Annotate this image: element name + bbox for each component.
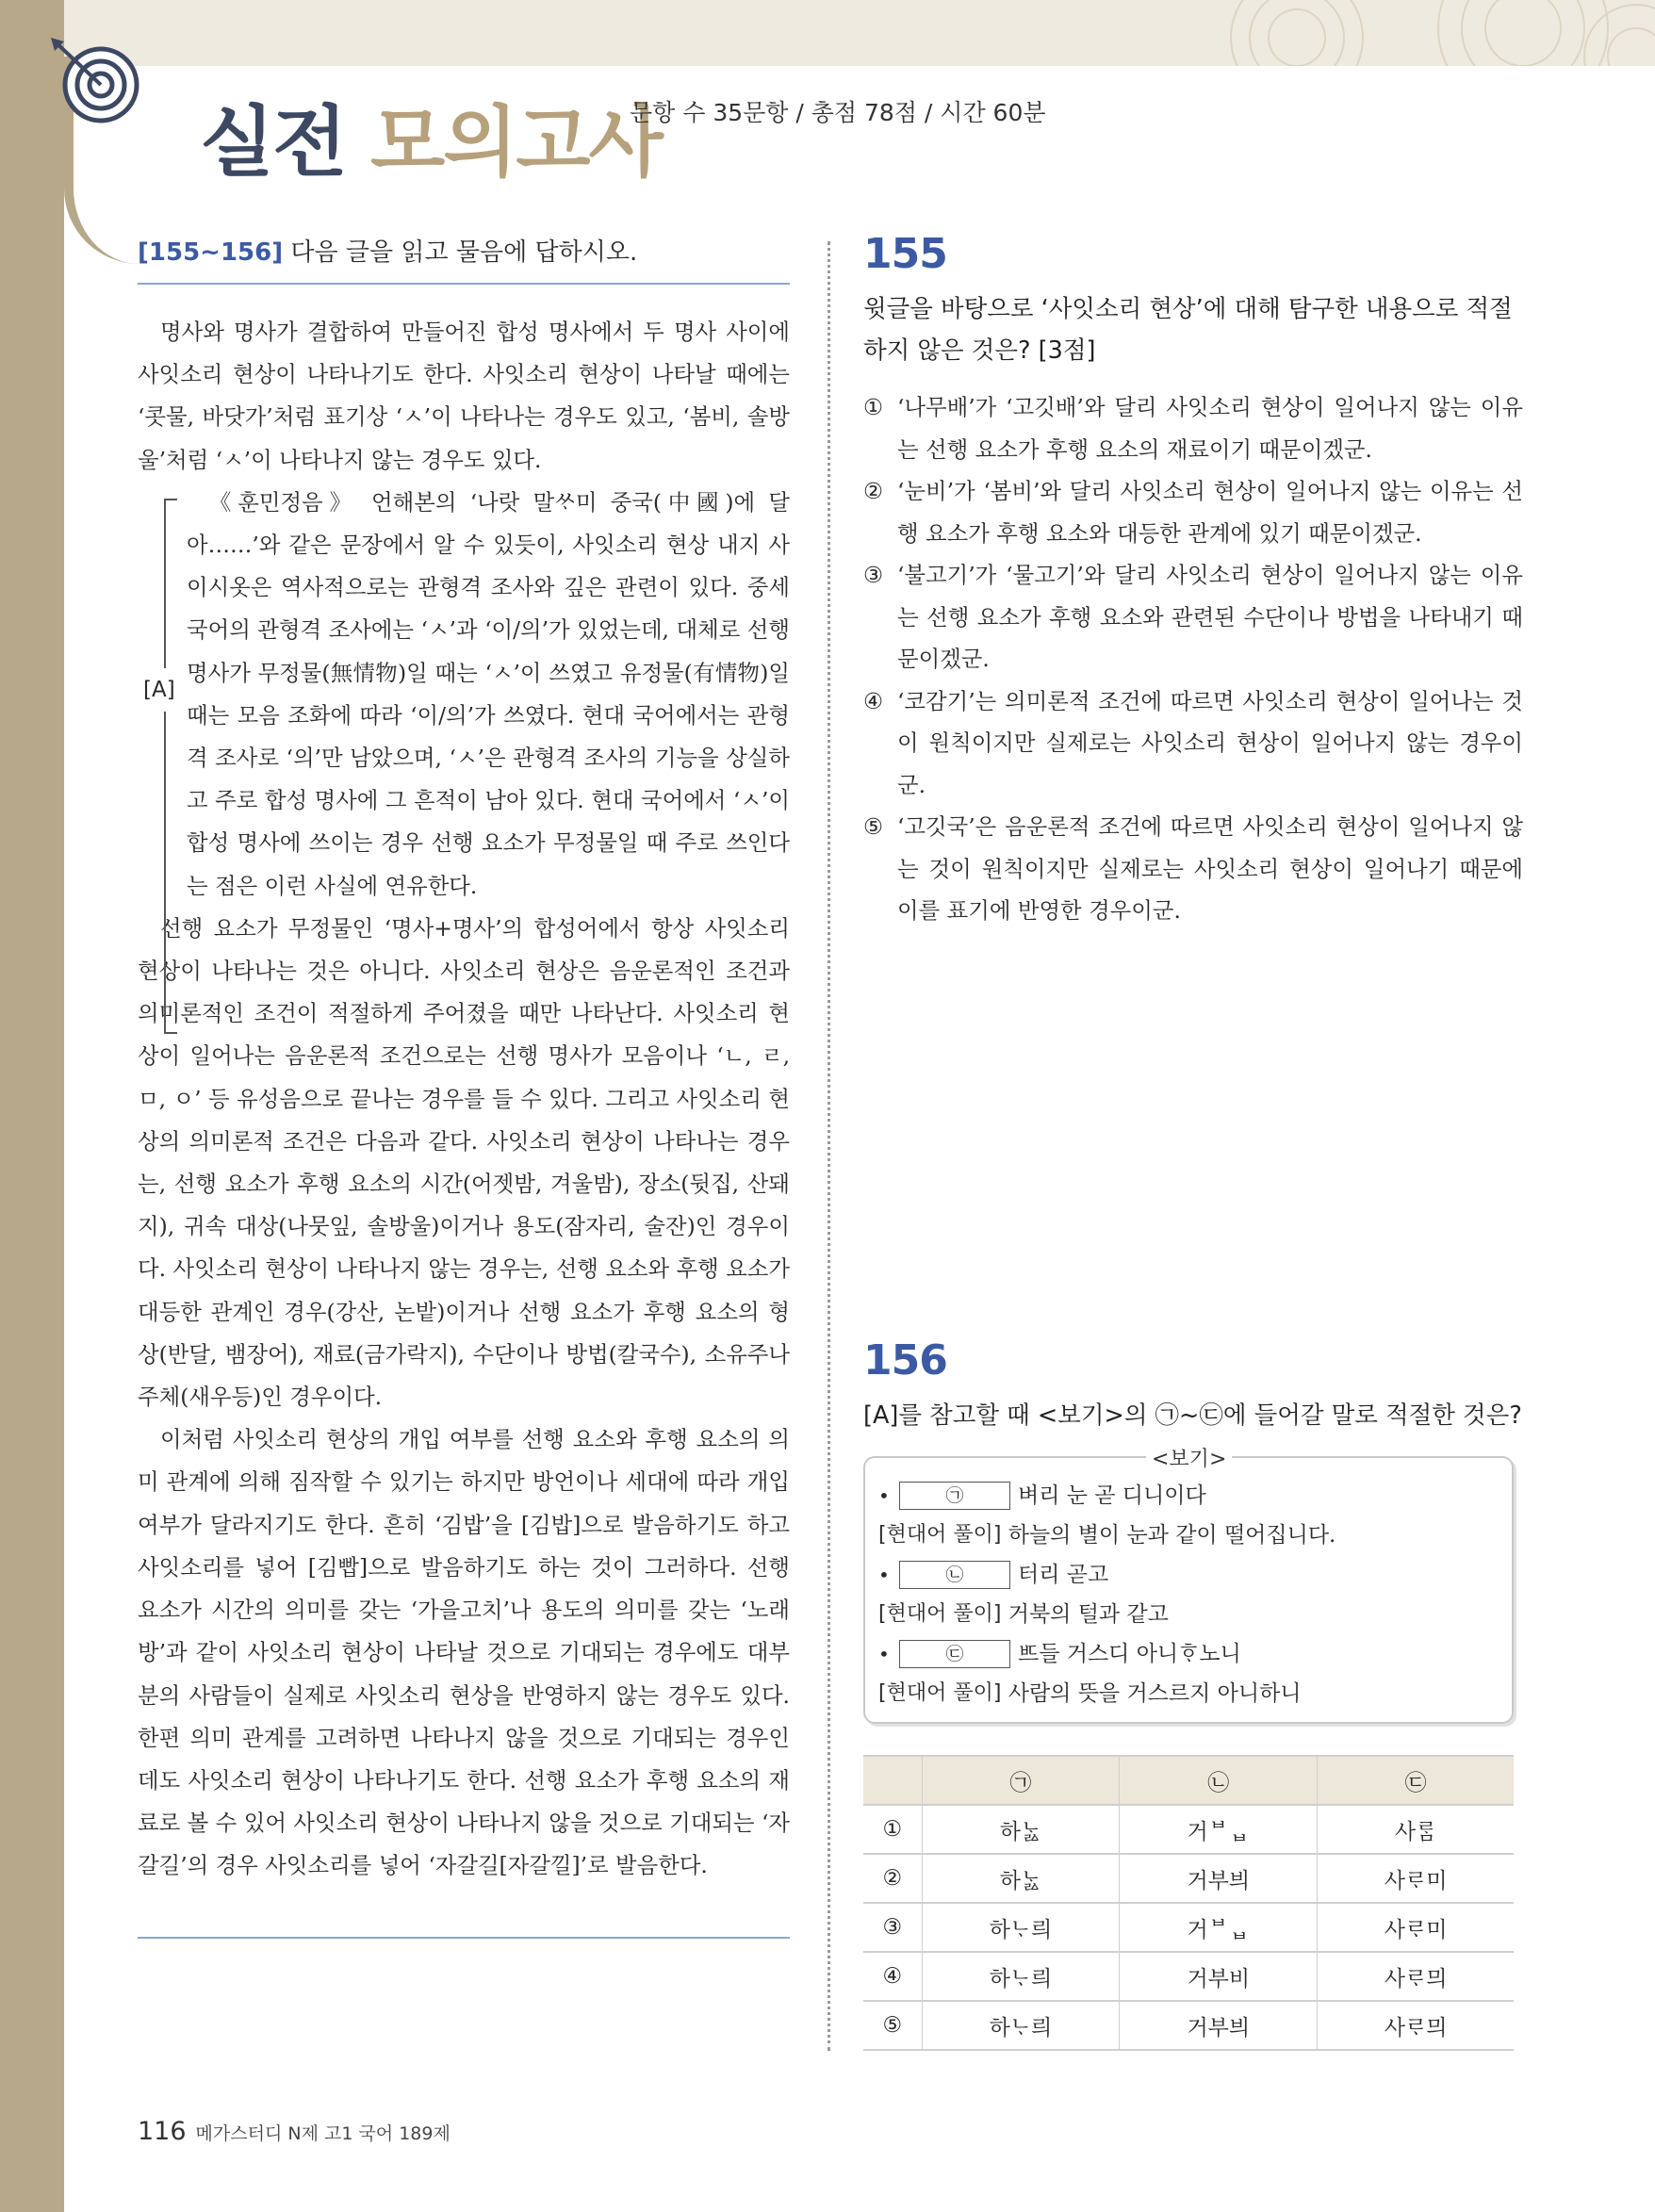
table-row[interactable] [863, 1805, 1514, 1854]
question-number-155: 155 [863, 230, 947, 278]
table-cell: 하ᄂᆞ릐 [922, 1952, 1120, 2001]
table-cell: 거부븨 [1120, 2001, 1318, 2050]
table-cell: 거ᄇᆸ [1120, 1805, 1318, 1854]
gloss-text: 사람의 뜻을 거스르지 아니하니 [1008, 1681, 1302, 1706]
bogi-gloss-3 [878, 1674, 1500, 1713]
table-row[interactable] [863, 2001, 1514, 2050]
bullet-icon: • [878, 1564, 890, 1586]
bogi-old-text: 터리 곧고 [1018, 1563, 1109, 1587]
gloss-tag: [현대어 풀이] [878, 1602, 1002, 1626]
option-number: ③ [863, 562, 883, 588]
bullet-icon: • [878, 1484, 890, 1507]
table-cell: 사ᄅᆞ믜 [1318, 2001, 1514, 2050]
table-cell: ① [863, 1805, 922, 1854]
option-text: ‘불고기’가 ‘물고기’와 달리 사잇소리 현상이 일어나지 않는 이유는 선행 요소가 후행 요소와 관련된 수단이나 방법을 나타내기 때문이겠군. [897, 562, 1523, 672]
table-cell: 사ᄅᆞᆷ [1318, 1805, 1514, 1854]
bogi-item-2 [878, 1555, 1500, 1595]
bracket-a-label: [A] [143, 668, 175, 712]
question-155-options [863, 386, 1523, 932]
table-cell: 하ᄂᆞ릐 [922, 1903, 1120, 1952]
passage-paragraph-1: 명사와 명사가 결합하여 만들어진 합성 명사에서 두 명사 사이에 사잇소리 현상이 나타나기도 한다. 사잇소리 현상이 나타날 때에는 ‘콧물, 바닷가’처럼 표기상 ‘ㅅ’이 나타나는 경우도 있고, ‘봄비, 솔방울’처럼 ‘ㅅ’이 나타나지 않는 경우도 있다. [138, 319, 790, 473]
bogi-content [878, 1476, 1500, 1713]
blank-box: ㉢ [899, 1640, 1010, 1668]
table-cell: 거ᄇᆸ [1120, 1903, 1318, 1952]
question-range: [155~156] [138, 238, 284, 267]
bracket-a-block [138, 482, 790, 908]
option-number: ④ [863, 687, 883, 714]
question-number-156: 156 [863, 1336, 947, 1385]
option-text: ‘고깃국’은 음운론적 조건에 따르면 사잇소리 현상이 일어나지 않는 것이 원칙이지만 실제로는 사잇소리 현상이 일어나기 때문에 이를 표기에 반영한 경우이군. [897, 813, 1523, 924]
bogi-item-1 [878, 1476, 1500, 1516]
table-header-row [863, 1756, 1514, 1805]
target-icon [49, 36, 143, 130]
option-number: ① [863, 394, 883, 420]
table-cell: 사ᄅᆞ미 [1318, 1903, 1514, 1952]
passage-bottom-rule [138, 1937, 790, 1939]
answer-table [863, 1755, 1514, 2051]
question-stem-155: 윗글을 바탕으로 ‘사잇소리 현상’에 대해 탐구한 내용으로 적절하지 않은 것은? [3점] [863, 295, 1513, 365]
gloss-tag: [현대어 풀이] [878, 1523, 1002, 1547]
table-cell: ③ [863, 1903, 922, 1952]
footer [138, 2117, 451, 2146]
bracket-a-line [164, 499, 177, 1034]
table-header: ㉢ [1318, 1756, 1514, 1805]
blank-box: ㉡ [899, 1561, 1010, 1589]
blank-box: ㉠ [899, 1482, 1010, 1510]
passage-heading [138, 233, 790, 268]
passage-paragraph-3: 이처럼 사잇소리 현상의 개입 여부를 선행 요소와 후행 요소의 의미 관계에 의해 짐작할 수 있기는 하지만 방언이나 세대에 따라 개입 여부가 달라지기도 한다. 흔히 ‘김밥’을 [김밥]으로 발음하기도 하고 사잇소리를 넣어 [김빱]으로 발음하기도 하는 것이 그러하다. 선행 요소가 시간의 의미를 갖는 ‘가을고치’나 용도의 의미를 갖는 ‘노래방’과 같이 사잇소리 현상이 나타날 것으로 기대되는 경우에도 대부분의 사람들이 실제로 사잇소리 현상을 반영하지 않는 경우도 있다. 한편 의미 관계를 고려하면 나타나지 않을 것으로 기대되는 경우인데도 사잇소리 현상이 나타나기도 한다. 선행 요소가 후행 요소의 재료로 볼 수 있어 사잇소리 현상이 나타나지 않을 것으로 기대되는 ‘자갈길’의 경우 사잇소리를 넣어 ‘자갈길[자갈낄]’로 발음한다. [138, 1426, 790, 1879]
title-part2: 모의고사 [370, 98, 662, 188]
option-number: ② [863, 478, 883, 504]
table-cell: ② [863, 1854, 922, 1903]
bullet-icon: • [878, 1643, 890, 1665]
table-row[interactable] [863, 1854, 1514, 1903]
table-header: ㉡ [1120, 1756, 1318, 1805]
table-header [863, 1756, 922, 1805]
option-155-2[interactable] [863, 470, 1523, 554]
passage-instruction: 다음 글을 읽고 물음에 답하시오. [290, 238, 638, 267]
bogi-item-3 [878, 1634, 1500, 1674]
gloss-text: 거북의 털과 같고 [1008, 1602, 1169, 1627]
table-cell: 거부비 [1120, 1952, 1318, 2001]
option-text: ‘코감기’는 의미론적 조건에 따르면 사잇소리 현상이 일어나는 것이 원칙이지만 실제로는 사잇소리 현상이 일어나지 않는 경우이군. [897, 687, 1523, 798]
option-text: ‘나무배’가 ‘고깃배’와 달리 사잇소리 현상이 일어나지 않는 이유는 선행 요소가 후행 요소의 재료이기 때문이겠군. [897, 394, 1523, 463]
passage-top-rule [138, 283, 790, 285]
table-row[interactable] [863, 1952, 1514, 2001]
book-title: 메가스터디 N제 고1 국어 189제 [195, 2123, 451, 2144]
bracket-a-text: 《훈민정음》 언해본의 ‘나랏 말ᄊᆞ미 중국(中國)에 달아……’와 같은 문장에서 알 수 있듯이, 사잇소리 현상 내지 사이시옷은 역사적으로는 관형격 조사와 깊은 관련이 있다. 중세 국어의 관형격 조사에는 ‘ㅅ’과 ‘이/의’가 있었는데, 대체로 선행 명사가 무정물(無情物)일 때는 ‘ㅅ’이 쓰였고 유정물(有情物)일 때는 모음 조화에 따라 ‘이/의’가 쓰였다. 현대 국어에서는 관형격 조사로 ‘의’만 남았으며, ‘ㅅ’은 관형격 조사의 기능을 상실하고 주로 합성 명사에 그 흔적이 남아 있다. 현대 국어에서 ‘ㅅ’이 합성 명사에 쓰이는 경우 선행 요소가 무정물일 때 주로 쓰인다는 점은 이런 사실에 연유한다. [187, 488, 790, 899]
decorative-circles [1127, 0, 1655, 66]
option-text: ‘눈비’가 ‘봄비’와 달리 사잇소리 현상이 일어나지 않는 이유는 선행 요소가 후행 요소와 대등한 관계에 있기 때문이겠군. [897, 478, 1523, 547]
table-cell: 사ᄅᆞ미 [1318, 1854, 1514, 1903]
table-cell: 하ᄂᆞ릐 [922, 2001, 1120, 2050]
table-row[interactable] [863, 1903, 1514, 1952]
table-header: ㉠ [922, 1756, 1120, 1805]
question-stem-156: [A]를 참고할 때 <보기>의 ㉠~㉢에 들어갈 말로 적절한 것은? [863, 1401, 1522, 1430]
passage [138, 311, 790, 1888]
option-155-5[interactable] [863, 806, 1523, 932]
table-cell: ④ [863, 1952, 922, 2001]
table-cell: 사ᄅᆞ믜 [1318, 1952, 1514, 2001]
table-cell: 거부븨 [1120, 1854, 1318, 1903]
gloss-tag: [현대어 풀이] [878, 1681, 1002, 1705]
table-cell: 하ᄂᆞᇗ [922, 1854, 1120, 1903]
bogi-old-text: 벼리 눈 곧 디니이다 [1018, 1483, 1206, 1508]
option-155-1[interactable] [863, 386, 1523, 470]
option-155-4[interactable] [863, 680, 1523, 807]
exam-info: 문항 수 35문항 / 총점 78점 / 시간 60분 [630, 99, 1046, 126]
side-band [0, 0, 64, 2212]
title-part1: 실전 [200, 98, 346, 188]
bogi-old-text: ᄠᅳ들 거스디 아니ᄒᆞ노니 [1018, 1642, 1241, 1666]
bogi-title: <보기> [1146, 1443, 1232, 1472]
column-divider [828, 241, 830, 2051]
table-cell: 하ᄂᆞᇗ [922, 1805, 1120, 1854]
page-title [200, 81, 662, 191]
option-155-3[interactable] [863, 554, 1523, 680]
gloss-text: 하늘의 별이 눈과 같이 떨어집니다. [1008, 1523, 1336, 1548]
bogi-gloss-1 [878, 1516, 1500, 1555]
table-cell: ⑤ [863, 2001, 922, 2050]
option-number: ⑤ [863, 813, 883, 840]
page-number: 116 [138, 2117, 187, 2146]
passage-paragraph-2: 선행 요소가 무정물인 ‘명사+명사’의 합성어에서 항상 사잇소리 현상이 나타나는 것은 아니다. 사잇소리 현상은 음운론적인 조건과 의미론적인 조건이 적절하게 주어졌을 때만 나타난다. 사잇소리 현상이 일어나는 음운론적 조건으로는 선행 명사가 모음이나 ‘ㄴ, ㄹ, ㅁ, ㅇ’ 등 유성음으로 끝나는 경우를 들 수 있다. 그리고 사잇소리 현상의 의미론적 조건은 다음과 같다. 사잇소리 현상이 나타나는 경우는, 선행 요소가 후행 요소의 시간(어젯밤, 겨울밤), 장소(뒷집, 산돼지), 귀속 대상(나뭇잎, 솔방울)이거나 용도(잠자리, 술잔)인 경우이다. 사잇소리 현상이 나타나지 않는 경우는, 선행 요소와 후행 요소가 대등한 관계인 경우(강산, 논밭)이거나 선행 요소가 후행 요소의 형상(반달, 뱀장어), 재료(금가락지), 수단이나 방법(칼국수), 소유주나 주체(새우등)인 경우이다. [138, 914, 790, 1411]
bogi-gloss-2 [878, 1595, 1500, 1634]
